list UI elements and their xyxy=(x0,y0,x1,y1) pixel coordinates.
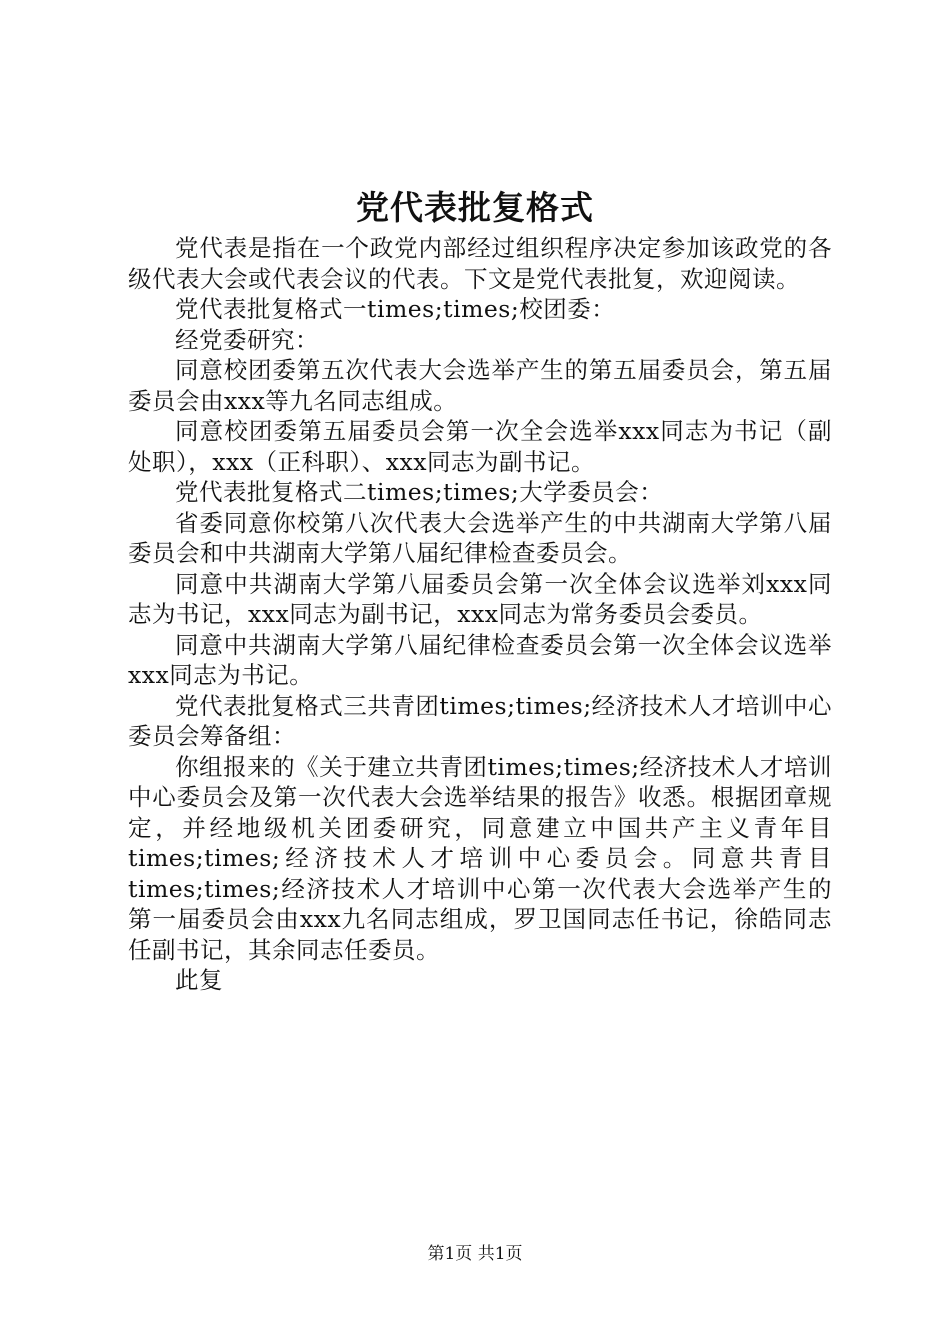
paragraph: 党代表批复格式三共青团times;times;经济技术人才培训中心委员会筹备组： xyxy=(128,691,832,750)
paragraph: 经党委研究： xyxy=(175,325,319,354)
document-body xyxy=(128,233,832,996)
paragraph: 同意校团委第五届委员会第一次全会选举xxx同志为书记（副处职），xxx（正科职）、xxx同志为副书记。 xyxy=(128,417,832,476)
paragraph: 同意校团委第五次代表大会选举产生的第五届委员会，第五届委员会由xxx等九名同志组成。 xyxy=(128,356,832,415)
document-title: 党代表批复格式 xyxy=(356,188,594,227)
paragraph: 同意中共湖南大学第八届纪律检查委员会第一次全体会议选举xxx同志为书记。 xyxy=(128,630,832,689)
paragraph: 党代表批复格式一times;times;校团委： xyxy=(175,295,616,323)
paragraph: 省委同意你校第八次代表大会选举产生的中共湖南大学第八届委员会和中共湖南大学第八届纪律检查委员会。 xyxy=(128,508,832,567)
page-footer: 第1页 共1页 xyxy=(427,1244,523,1264)
paragraph: 同意中共湖南大学第八届委员会第一次全体会议选举刘xxx同志为书记，xxx同志为副书记，xxx同志为常务委员会委员。 xyxy=(128,569,832,628)
paragraph: 你组报来的《关于建立共青团times;times;经济技术人才培训中心委员会及第一次代表大会选举结果的报告》收悉。根据团章规定，并经地级机关团委研究，同意建立中国共产主义青年目times;times;经济技术人才培训中心委员会。同意共青目times;times;经济技术人才培训中心第一次代表大会选举产生的第一届委员会由xxx九名同志组成，罗卫国同志任书记，徐皓同志任副书记，其余同志任委员。 xyxy=(128,752,832,964)
paragraph: 党代表是指在一个政党内部经过组织程序决定参加该政党的各级代表大会或代表会议的代表。下文是党代表批复，欢迎阅读。 xyxy=(128,234,832,293)
paragraph: 党代表批复格式二times;times;大学委员会： xyxy=(175,478,664,506)
paragraph: 此复 xyxy=(175,966,223,994)
